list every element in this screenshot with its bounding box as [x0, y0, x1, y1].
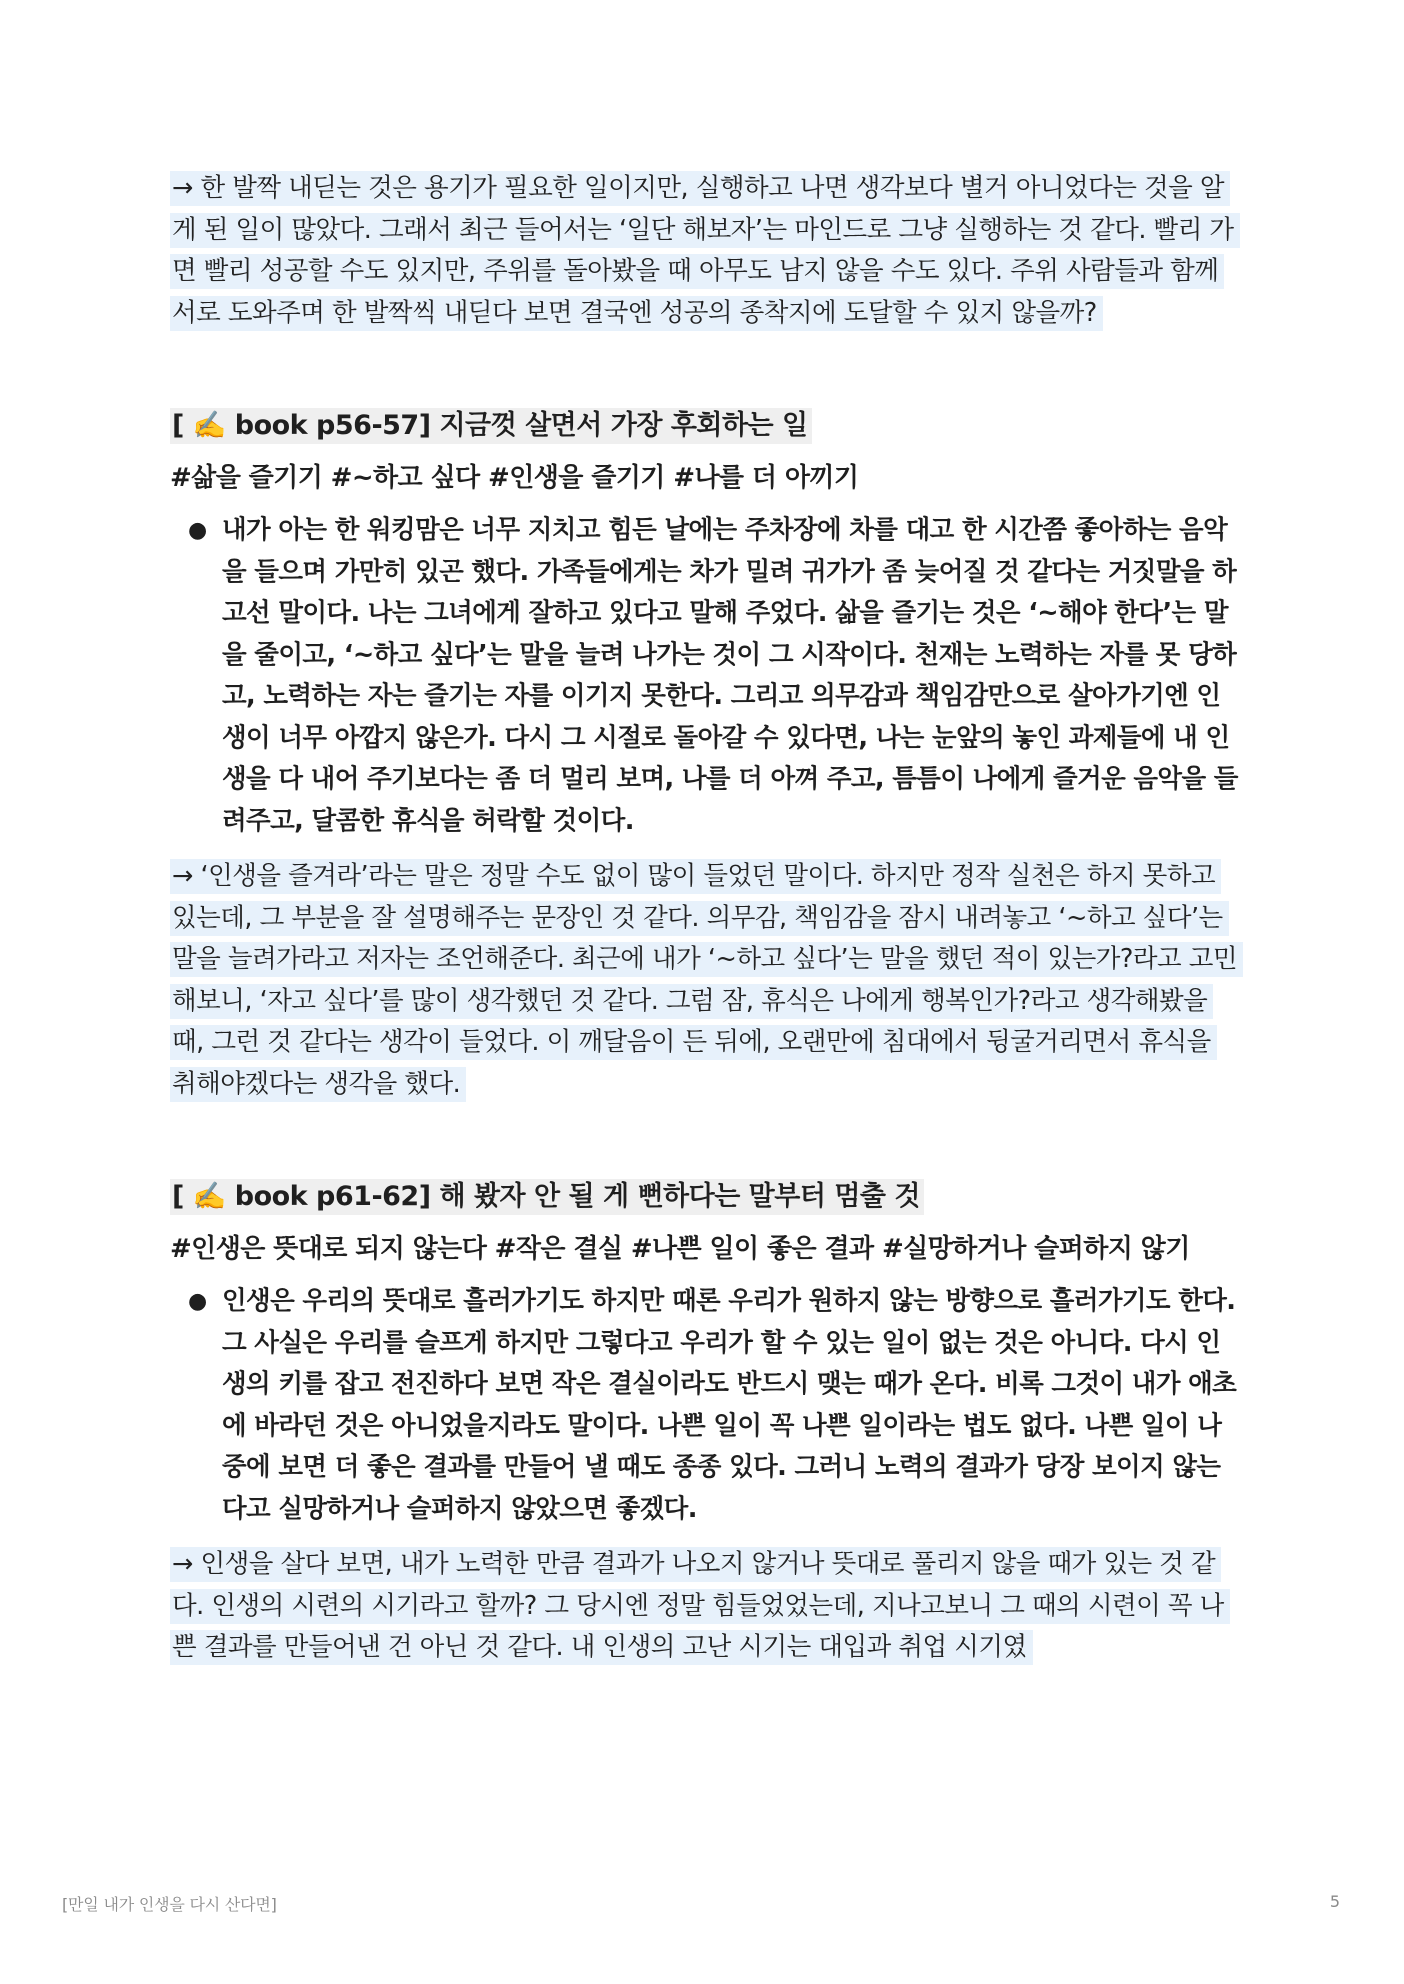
- book-quote: [188, 510, 1240, 842]
- section-p61-62: [170, 1177, 1240, 1669]
- reflection-text: → 한 발짝 내딛는 것은 용기가 필요한 일이지만, 실행하고 나면 생각보다 별거 아니었다는 것을 알게 된 일이 많았다. 그래서 최근 들어서는 ‘일단 해보자’는 마인드로 그냥 실행하는 것 같다. 빨리 가면 빨리 성공할 수도 있지만, 주위를 돌아봤을 때 아무도 남지 않을 수도 있다. 주위 사람들과 함께 서로 도와주며 한 발짝씩 내딛다 보면 결국엔 성공의 종착지에 도달할 수 있지 않을까?: [170, 171, 1240, 331]
- section-title-text: [ ✍️ book p56-57] 지금껏 살면서 가장 후회하는 일: [170, 408, 812, 444]
- section-title: [170, 406, 1240, 446]
- reflection-paragraph: [170, 168, 1240, 334]
- book-quote-text: 내가 아는 한 워킹맘은 너무 지치고 힘든 날에는 주차장에 차를 대고 한 시간쯤 좋아하는 음악을 들으며 가만히 있곤 했다. 가족들에게는 차가 밀려 귀가가 좀 늦어질 것 같다는 거짓말을 하고선 말이다. 나는 그녀에게 잘하고 있다고 말해 주었다. 삶을 즐기는 것은 ‘~해야 한다’는 말을 줄이고, ‘~하고 싶다’는 말을 늘려 나가는 것이 그 시작이다. 천재는 노력하는 자를 못 당하고, 노력하는 자는 즐기는 자를 이기지 못한다. 그리고 의무감과 책임감만으로 살아가기엔 인생이 너무 아깝지 않은가. 다시 그 시절로 돌아갈 수 있다면, 나는 눈앞의 놓인 과제들에 내 인생을 다 내어 주기보다는 좀 더 멀리 보며, 나를 더 아껴 주고, 틈틈이 나에게 즐거운 음악을 들려주고, 달콤한 휴식을 허락할 것이다.: [222, 515, 1238, 836]
- reflection-text: → ‘인생을 즐겨라’라는 말은 정말 수도 없이 많이 들었던 말이다. 하지만 정작 실천은 하지 못하고 있는데, 그 부분을 잘 설명해주는 문장인 것 같다. 의무감, 책임감을 잠시 내려놓고 ‘~하고 싶다’는 말을 늘려가라고 저자는 조언해준다. 최근에 내가 ‘~하고 싶다’는 말을 했던 적이 있는가?라고 고민해보니, ‘자고 싶다’를 많이 생각했던 것 같다. 그럼 잠, 휴식은 나에게 행복인가?라고 생각해봤을 때, 그런 것 같다는 생각이 들었다. 이 깨달음이 든 뒤에, 오랜만에 침대에서 뒹굴거리면서 휴식을 취해야겠다는 생각을 했다.: [170, 859, 1243, 1102]
- book-quote-list: [170, 510, 1240, 842]
- hashtags: #인생은 뜻대로 되지 않는다 #작은 결실 #나쁜 일이 좋은 결과 #실망하거나 슬퍼하지 않기: [170, 1234, 1190, 1264]
- section-title-text: [ ✍️ book p61-62] 해 봤자 안 될 게 뻔하다는 말부터 멈출 것: [170, 1179, 924, 1215]
- bullet-icon: ●: [188, 518, 207, 543]
- book-quote-list: [170, 1281, 1240, 1530]
- footer-book-title: [만일 내가 인생을 다시 산다면]: [62, 1895, 277, 1914]
- section-p56-57: [170, 406, 1240, 1105]
- reflection-paragraph: [170, 1544, 1240, 1669]
- book-quote-text: 인생은 우리의 뜻대로 흘러가기도 하지만 때론 우리가 원하지 않는 방향으로 흘러가기도 한다. 그 사실은 우리를 슬프게 하지만 그렇다고 우리가 할 수 있는 일이 없는 것은 아니다. 다시 인생의 키를 잡고 전진하다 보면 작은 결실이라도 반드시 맺는 때가 온다. 비록 그것이 내가 애초에 바라던 것은 아니었을지라도 말이다. 나쁜 일이 꼭 나쁜 일이라는 법도 없다. 나쁜 일이 나중에 보면 더 좋은 결과를 만들어 낼 때도 종종 있다. 그러니 노력의 결과가 당장 보이지 않는다고 실망하거나 슬퍼하지 않았으면 좋겠다.: [222, 1286, 1237, 1524]
- book-quote: [188, 1281, 1240, 1530]
- page-content: [170, 168, 1240, 1669]
- bullet-icon: ●: [188, 1289, 207, 1314]
- page-number: 5: [1329, 1892, 1340, 1911]
- reflection-text: → 인생을 살다 보면, 내가 노력한 만큼 결과가 나오지 않거나 뜻대로 풀리지 않을 때가 있는 것 같다. 인생의 시련의 시기라고 할까? 그 당시엔 정말 힘들었었는데, 지나고보니 그 때의 시련이 꼭 나쁜 결과를 만들어낸 건 아닌 것 같다. 내 인생의 고난 시기는 대입과 취업 시기였: [170, 1547, 1230, 1665]
- hashtags: #삶을 즐기기 #~하고 싶다 #인생을 즐기기 #나를 더 아끼기: [170, 463, 859, 493]
- reflection-paragraph: [170, 856, 1240, 1105]
- section-title: [170, 1177, 1240, 1217]
